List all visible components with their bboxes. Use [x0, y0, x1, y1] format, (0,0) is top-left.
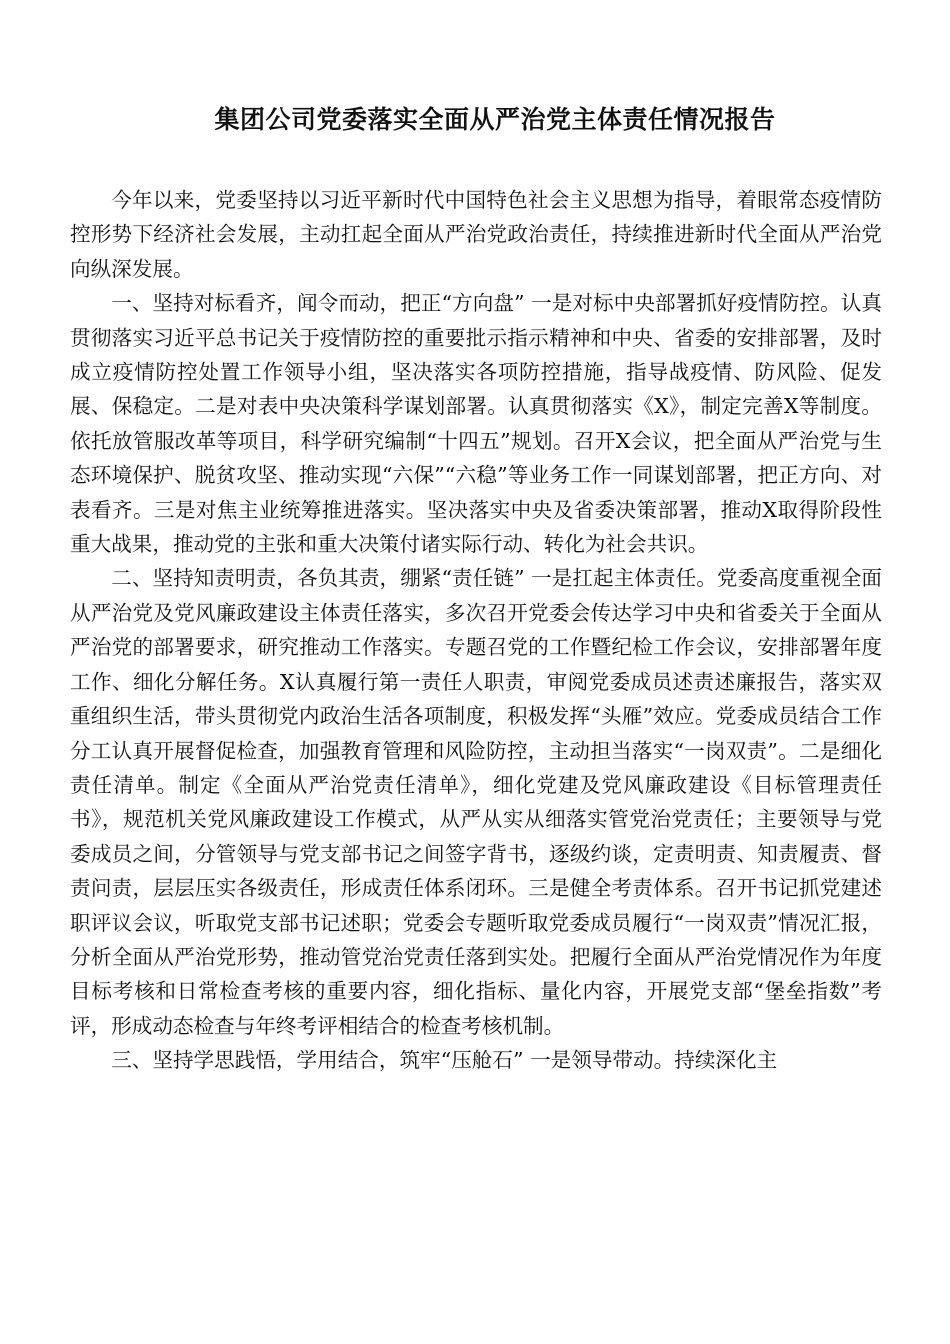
document-title: 集团公司党委落实全面从严治党主体责任情况报告 [214, 105, 776, 134]
paragraph-section-2: 二、坚持知责明责，各负其责，绷紧“责任链” 一是扛起主体责任。党委高度重视全面从严治党及党风廉政建设主体责任落实，多次召开党委会传达学习中央和省委关于全面从严治党的部署要求，研究推动工作落实。专题召党的工作暨纪检工作会议，安排部署年度工作、细化分解任务。X认真履行第一责任人职责，审阅党委成员述责述廉报告，落实双重组织生活，带头贯彻党内政治生活各项制度，积极发挥“头雁”效应。党委成员结合工作分工认真开展督促检查，加强教育管理和风险防控，主动担当落实“一岗双责”。二是细化责任清单。制定《全面从严治党责任清单》，细化党建及党风廉政建设《目标管理责任书》，规范机关党风廉政建设工作模式，从严从实从细落实管党治党责任；主要领导与党委成员之间，分管领导与党支部书记之间签字背书，逐级约谈，定责明责、知责履责、督责问责，层层压实各级责任，形成责任体系闭环。三是健全考责体系。召开书记抓党建述职评议会议，听取党支部书记述职；党委会专题听取党委成员履行“一岗双责”情况汇报，分析全面从严治党形势，推动管党治党责任落到实处。把履行全面从严治党情况作为年度目标考核和日常检查考核的重要内容，细化指标、量化内容，开展党支部“堡垒指数”考评，形成动态检查与年终考评相结合的检查考核机制。 [70, 566, 882, 1038]
paragraph-section-1: 一、坚持对标看齐，闻令而动，把正“方向盘” 一是对标中央部署抓好疫情防控。认真贯彻落实习近平总书记关于疫情防控的重要批示指示精神和中央、省委的安排部署，及时成立疫情防控处置工作领导小组，坚决落实各项防控措施，指导战疫情、防风险、促发展、保稳定。二是对表中央决策科学谋划部署。认真贯彻落实《X》，制定完善X等制度。依托放管服改革等项目，科学研究编制“十四五”规划。召开X会议，把全面从严治党与生态环境保护、脱贫攻坚、推动实现“六保”“六稳”等业务工作一同谋划部署，把正方向、对表看齐。三是对焦主业统筹推进落实。坚决落实中央及省委决策部署，推动X取得阶段性重大战果，推动党的主张和重大决策付诸实际行动、转化为社会共识。 [70, 291, 882, 557]
paragraph-intro: 今年以来，党委坚持以习近平新时代中国特色社会主义思想为指导，着眼常态疫情防控形势下经济社会发展，主动扛起全面从严治党政治责任，持续推进新时代全面从严治党向纵深发展。 [70, 188, 882, 281]
paragraph-section-3: 三、坚持学思践悟，学用结合，筑牢“压舱石” 一是领导带动。持续深化主 [111, 1048, 778, 1073]
document-body [70, 183, 882, 1078]
